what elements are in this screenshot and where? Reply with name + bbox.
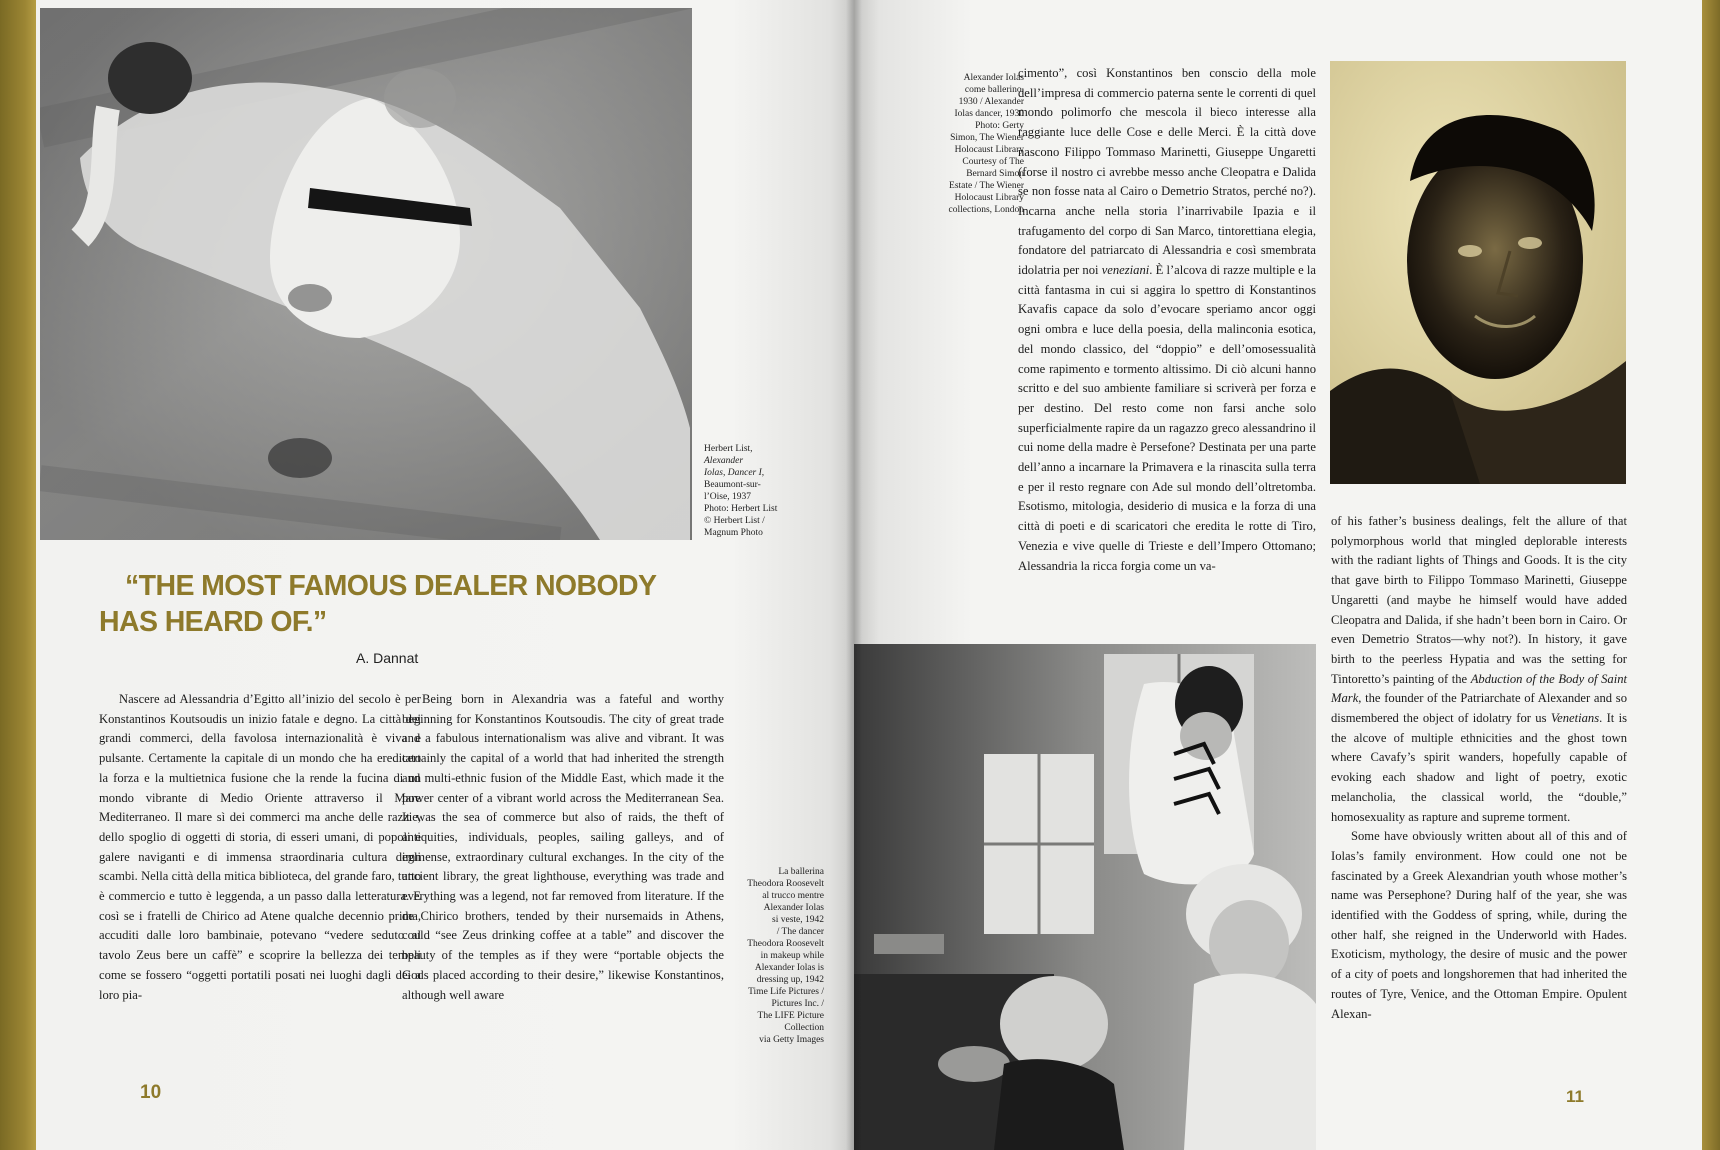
page-number-right: 11	[1566, 1087, 1584, 1106]
paragraph: Nascere ad Alessandria d’Egitto all’inizio del secolo è per Konstantinos Koutsoudis un inizio fatale e degno. La città dei grandi commerci, della favolosa internazionalità è viva e pulsante. Certamente la capitale di un mondo che ha ereditato la forza e la multietnica fusione che la rende la fucina di un mondo vibrante di Medio Oriente attraverso il Mare Mediterraneo. Il mare sì dei commerci ma anche delle razzie, dello spoglio di oggetti di storia, di esseri umani, di popoli e galere naviganti e di immensa straordinaria cultura degli scambi. Nella città della mitica biblioteca, del grande faro, tutto è commercio e tutto è leggenda, a un passo dalla letteratura. E così se i fratelli de Chirico ad Atene qualche decennio prima, accuditi dalle loro bambinaie, potevano “vedere seduto al tavolo Zeus bere un caffè” e scoprire la bellezza dei templi come se fossero “oggetti portatili posati nei luoghi dagli dei a loro pia-	[99, 692, 421, 1002]
english-column-2	[1331, 512, 1627, 1024]
caption-line: La ballerina	[778, 867, 824, 877]
italian-column-2	[1018, 64, 1316, 576]
caption-line: Time Life Pictures /	[748, 987, 824, 997]
caption-line: Simon, The Wiener	[950, 133, 1024, 143]
left-page	[36, 0, 854, 1150]
caption-line: Photo: Gerty	[975, 121, 1024, 131]
book-edge-left	[0, 0, 36, 1150]
caption-line: l’Oise, 1937	[704, 492, 751, 502]
caption-line: 1930 / Alexander	[958, 97, 1024, 107]
caption-line: si veste, 1942	[772, 915, 824, 925]
pull-quote-line: HAS HEARD OF.”	[99, 606, 327, 638]
text-emphasis: veneziani	[1101, 263, 1150, 278]
caption-line: Courtesy of The	[962, 157, 1024, 167]
caption-line: al trucco mentre	[762, 891, 824, 901]
caption-line: Alexander Iolas	[763, 903, 824, 913]
caption-line: © Herbert List /	[704, 516, 765, 526]
photo-dancers-makeup	[854, 644, 1316, 1150]
caption-line: in makeup while	[760, 951, 824, 961]
caption-line	[704, 467, 794, 479]
paragraph	[1331, 512, 1627, 827]
book-edge-right	[1702, 0, 1720, 1150]
caption-line: Holocaust Library	[954, 193, 1024, 203]
text-emphasis: Venetians	[1550, 711, 1600, 726]
caption-photo-list	[704, 443, 794, 539]
caption-photo-portrait	[924, 72, 1024, 216]
caption-line	[704, 455, 794, 467]
quote-author: A. Dannat	[356, 650, 419, 666]
caption-line: Iolas dancer, 1930	[954, 109, 1024, 119]
caption-line: dressing up, 1942	[756, 975, 824, 985]
spine-gutter-shadow	[846, 0, 862, 1150]
text-run: . It is the alcove of multiple ethnicities and the ghost town where Cavafy’s spirit wanders, hopefully capable of evoking each shadow and light of poetry, exotic melancholia, the classical world, the “double,” homosexuality as rapture and supreme torment.	[1331, 711, 1627, 824]
caption-line: come ballerino,	[964, 85, 1024, 95]
caption-line: / The dancer	[776, 927, 824, 937]
caption-line: Alexander Iolas is	[754, 963, 824, 973]
right-page	[854, 0, 1702, 1150]
page-number-left: 10	[140, 1082, 162, 1103]
caption-line: Photo: Herbert List	[704, 504, 778, 514]
photo-dancer-lying	[40, 8, 692, 540]
pull-quote-line: “THE MOST FAMOUS DEALER NOBODY	[125, 570, 657, 602]
caption-line: Holocaust Library	[954, 145, 1024, 155]
text-emphasis: Abduction of the Body of Saint Mark	[1331, 671, 1627, 706]
italian-column-1	[99, 690, 421, 1005]
text-run: of his father’s business dealings, felt the allure of that polymorphous world that mingled deplorable interests with the radiant lights of Things and Goods. It is the city that gave birth to Filippo Tommaso Marinetti, Giuseppe Ungaretti (and maybe he himself would have added Cleopatra and Dalida, if she hadn’t been born in Cairo. Or even Demetrio Stratos—why not?). In history, it gave birth to the peerless Hypatia and was the setting for Tintoretto’s painting of the	[1331, 514, 1627, 686]
caption-line: Alexander Iolas	[963, 73, 1024, 83]
caption-line: Collection	[784, 1023, 824, 1033]
english-column-1	[402, 690, 724, 1005]
paragraph	[1018, 64, 1316, 576]
caption-line: Pictures Inc. /	[771, 999, 824, 1009]
text-run: cimento”, così Konstantinos ben conscio della mole dell’impresa di commercio paterna sente le correnti di quel mondo polimorfo che mescola il bieco interesse alla raggiante luce delle Cose e delle Merci. È la città dove nascono Filippo Tommaso Marinetti, Giuseppe Ungaretti (forse il nostro ci avrebbe messo anche Cleopatra e Dalida se non fosse nata al Cairo o Demetrio Stratos, perché no?). Incarna anche nella storia l’inarrivabile Ipazia e il trafugamento del corpo di San Marco, tintorettiana elegia, fondatore del patriarcato di Alessandria e così smembrata idolatria per noi	[1018, 66, 1316, 278]
paragraph: Some have obviously written about all of this and of Iolas’s family environment. How could one not be fascinated by a Greek Alexandrian youth whose mother’s name was Persephone? During half of the year, she was identified with the Goddess of spring, while, during the other half, she reigned in the Underworld with Hades. Exoticism, mythology, the desire of music and the power of a city of poets and longshoremen that had inherited the routes of Tyre, Venice, and the Ottoman Empire. Opulent Alexan-	[1331, 829, 1627, 1021]
paragraph: Being born in Alexandria was a fateful and worthy beginning for Konstantinos Koutsoudis. The city of great trade and a fabulous internationalism was alive and vibrant. It was certainly the capital of a world that had inherited the strength and multi-ethnic fusion of the Middle East, which made it the power center of a vibrant world across the Mediterranean Sea. It was the sea of commerce but also of raids, the theft of antiquities, individuals, peoples, sailing galleys, and of immense, extraordinary cultural exchanges. In the city of the ancient library, the great lighthouse, everything was trade and everything was a legend, not far removed from literature. If the de Chirico brothers, tended by their nursemaids in Athens, could “see Zeus drinking coffee at a table” and discover the beauty of the temples as if they were “portable objects the Gods placed according to their desire,” likewise Konstantinos, although well aware	[402, 692, 724, 1002]
caption-line: Beaumont-sur-	[704, 480, 761, 490]
caption-line: The LIFE Picture	[757, 1011, 824, 1021]
caption-line: Estate / The Wiener	[949, 181, 1024, 191]
caption-line: Magnum Photo	[704, 528, 763, 538]
text-run: , the founder of the Patriarchate of Alexander and so dismembered the object of idolatry for us	[1331, 691, 1627, 726]
caption-line: Herbert List,	[704, 444, 753, 454]
caption-title: Alexander	[704, 456, 744, 466]
caption-photo-dancers	[726, 866, 824, 1046]
text-run: . È l’alcova di razze multiple e la città fantasma in cui si aggira lo spettro di Konstantinos Kavafis capace da solo d’evocare speriamo ancor oggi ogni ombra e luce della poesia, della malinconia esotica, del mondo classico, del “doppio” e dell’omosessualità come rapimento e tormento altissimo. Di ciò alcuni hanno scritto e del suo ambiente familiare si scriverà per forza e per destino. Del resto come non farsi anche solo superficialmente rapire da un ragazzo greco alessandrino il cui nome della madre è Persefone? Destinata per una parte dell’anno a incarnare la Primavera e la rinascita sulla terra e per il resto regnare con Ade sul mondo dell’oltretomba. Esotismo, mitologia, desiderio di musica e la forza di una città di poeti e di scaricatori che eredita le rotte di Tiro, Venezia e vive quelle di Trieste e dell’Impero Ottomano; Alessandria la ricca forgia come un va-	[1018, 263, 1316, 573]
pull-quote	[99, 568, 739, 640]
caption-line: Theodora Roosevelt	[747, 879, 824, 889]
caption-line: Theodora Roosevelt	[747, 939, 824, 949]
caption-line: Bernard Simon	[966, 169, 1024, 179]
caption-line: collections, London	[948, 205, 1024, 215]
photo-portrait-iolas	[1330, 61, 1626, 484]
caption-title: Iolas, Dancer I,	[704, 468, 765, 478]
caption-line: via Getty Images	[759, 1035, 824, 1045]
